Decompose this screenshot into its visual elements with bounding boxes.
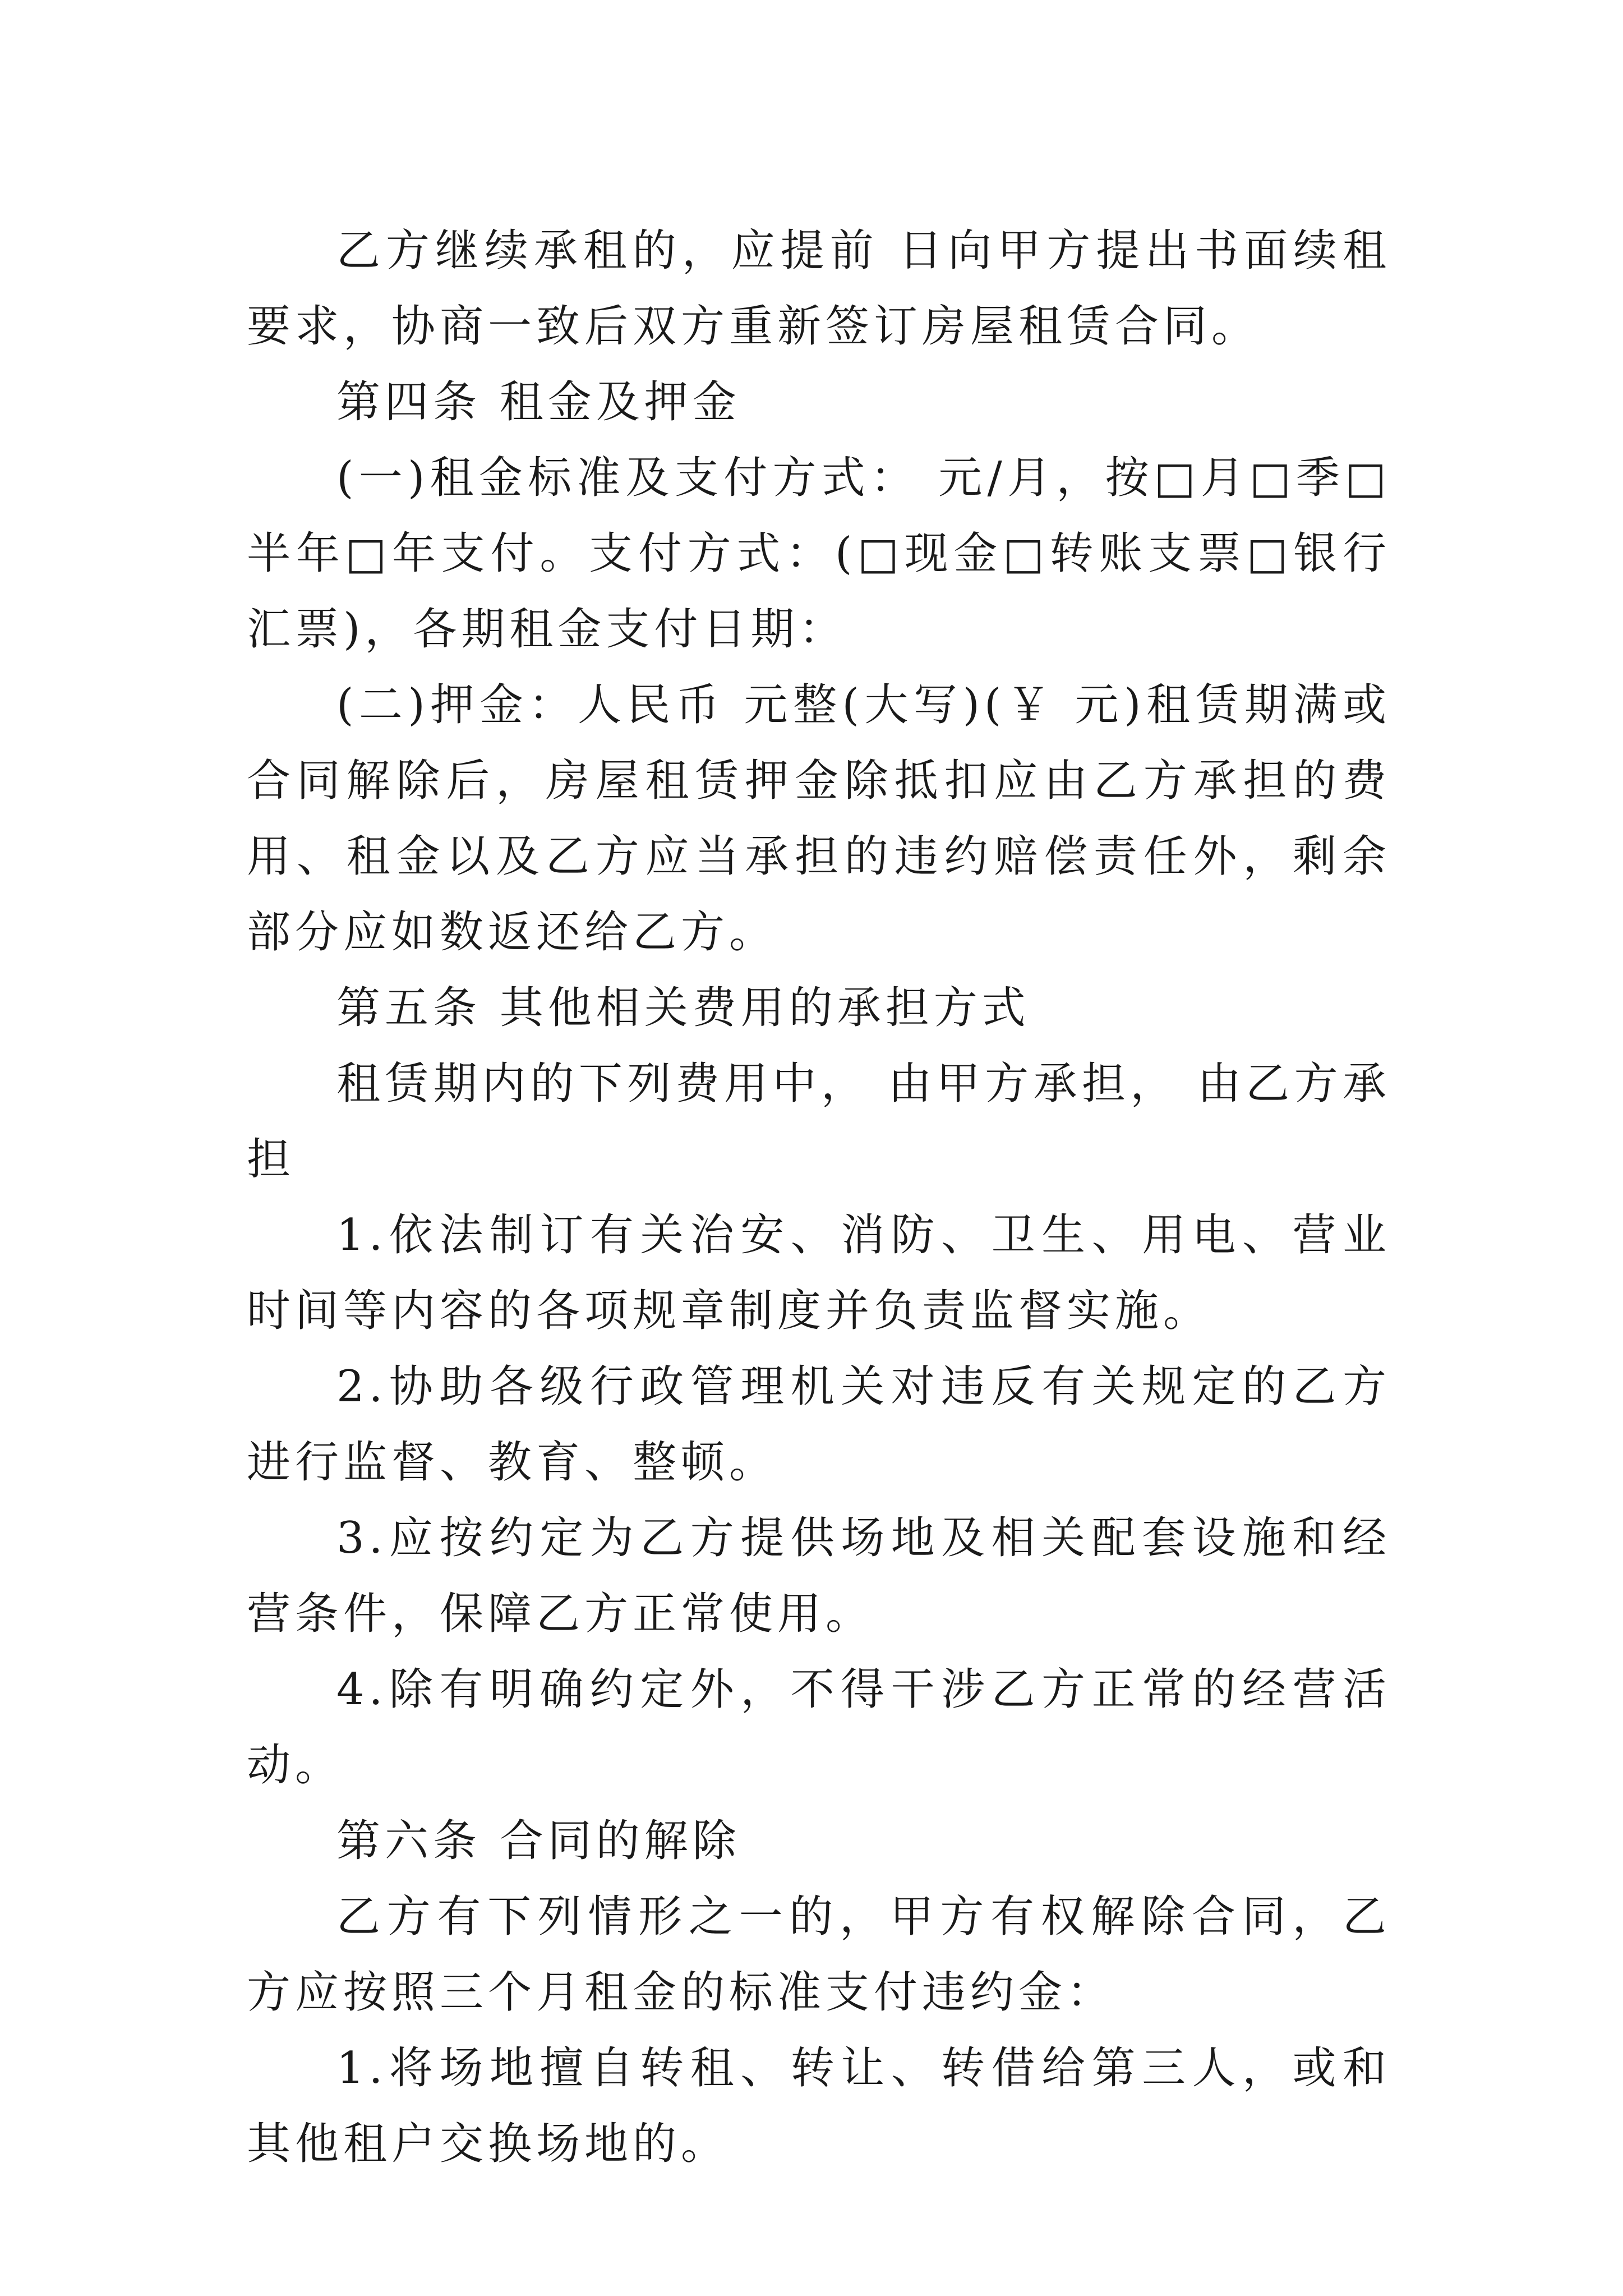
article-4-heading: 第四条 租金及押金 — [336, 377, 741, 427]
paragraph-fee-allocation: 租赁期内的下列费用中， 由甲方承担， 由乙方承担 — [247, 1059, 1391, 1185]
article-6-heading: 第六条 合同的解除 — [336, 1816, 741, 1866]
document-body — [247, 213, 1391, 2182]
list-item-1: 1.依法制订有关治安、消防、卫生、用电、营业时间等内容的各项规章制度并负责监督实施。 — [247, 1210, 1391, 1336]
termination-item-1: 1.将场地擅自转租、转让、转借给第三人，或和其他租户交换场地的。 — [247, 2043, 1391, 2169]
paragraph-deposit: (二)押金：人民币 元整(大写)(￥ 元)租赁期满或合同解除后，房屋租赁押金除抵扣应由乙方承担的费用、租金以及乙方应当承担的违约赔偿责任外，剩余部分应如数返还给乙方。 — [247, 680, 1391, 958]
list-item-4: 4.除有明确约定外，不得干涉乙方正常的经营活动。 — [247, 1664, 1391, 1791]
paragraph-rent-standard: (一)租金标准及支付方式： 元/月，按□月□季□半年□年支付。支付方式：(□现金□转账支票□银行汇票)，各期租金支付日期： — [247, 453, 1391, 655]
list-item-2: 2.协助各级行政管理机关对违反有关规定的乙方进行监督、教育、整顿。 — [247, 1361, 1391, 1488]
paragraph-renewal: 乙方继续承租的，应提前 日向甲方提出书面续租要求，协商一致后双方重新签订房屋租赁合同。 — [247, 226, 1391, 352]
article-5-heading: 第五条 其他相关费用的承担方式 — [336, 983, 1030, 1033]
list-item-3: 3.应按约定为乙方提供场地及相关配套设施和经营条件，保障乙方正常使用。 — [247, 1513, 1391, 1639]
paragraph-termination: 乙方有下列情形之一的，甲方有权解除合同，乙方应按照三个月租金的标准支付违约金： — [247, 1892, 1391, 2018]
